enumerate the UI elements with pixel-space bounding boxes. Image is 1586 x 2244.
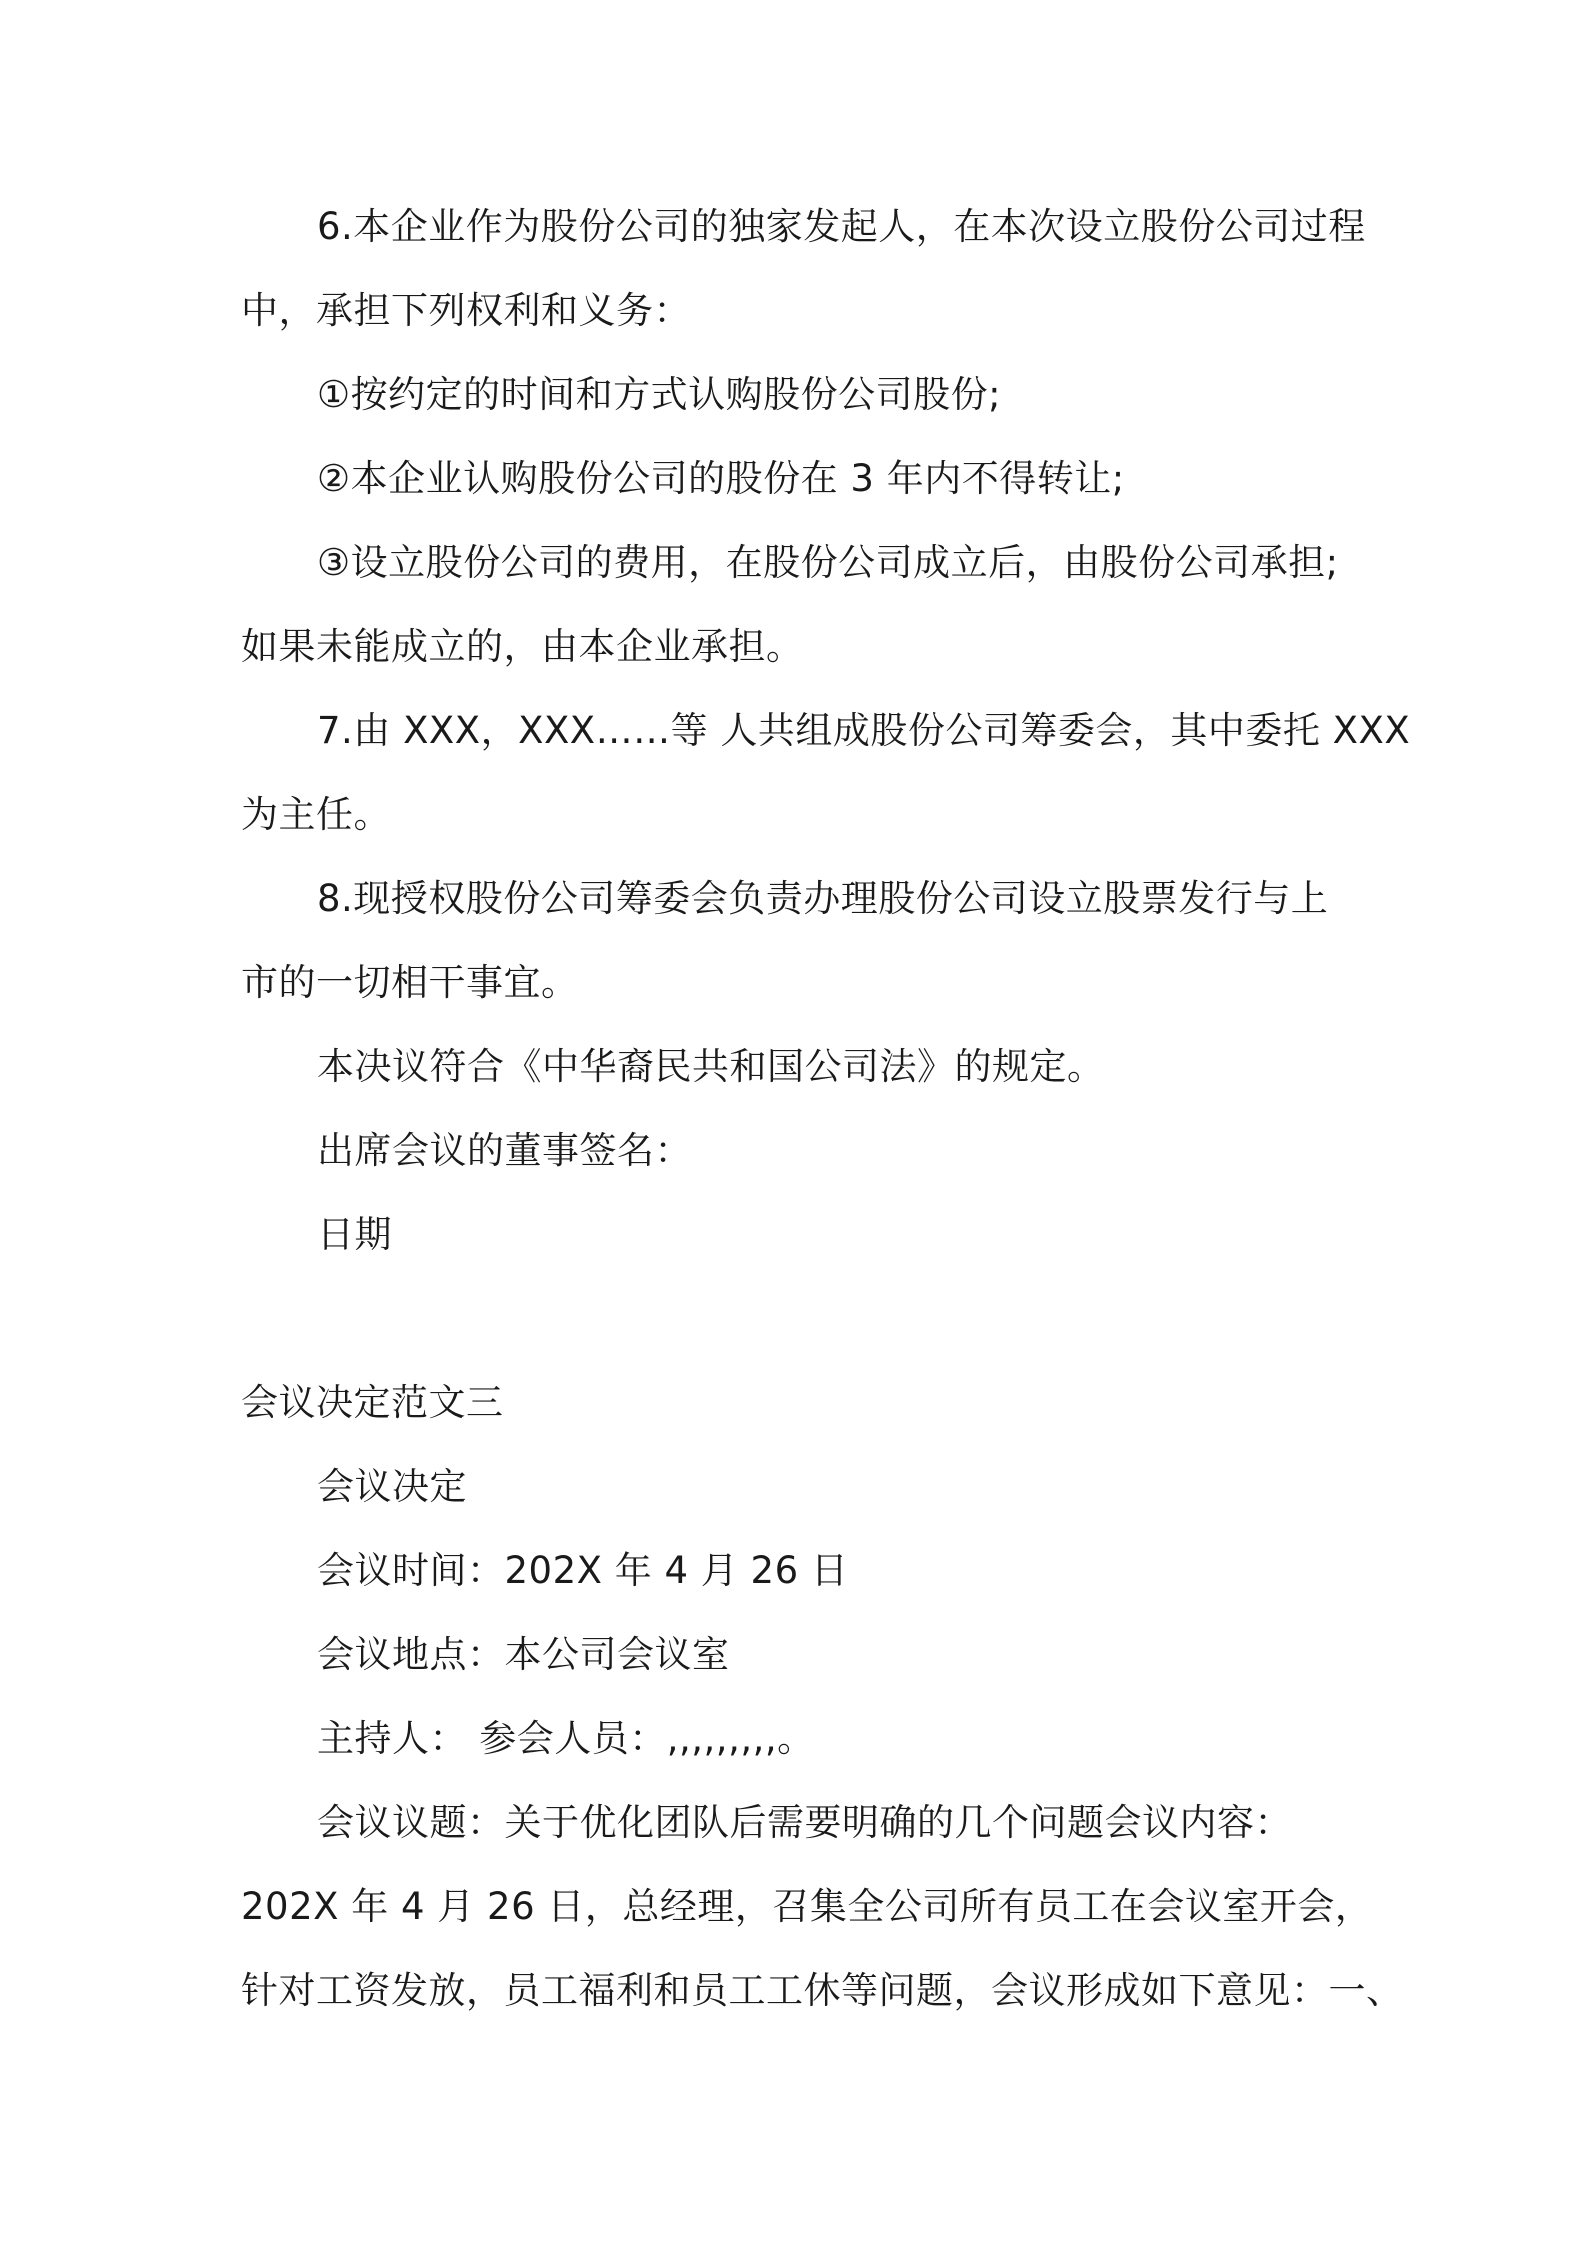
signature-label: 出席会议的董事签名：	[317, 1129, 692, 1172]
meeting-topic-line-1: 会议议题：关于优化团队后需要明确的几个问题会议内容：	[317, 1801, 1292, 1844]
paragraph-7-line-2: 为主任。	[241, 793, 391, 836]
section-title: 会议决定范文三	[241, 1381, 504, 1424]
list-item-1: ①按约定的时间和方式认购股份公司股份;	[317, 373, 1002, 416]
meeting-topic-line-3: 针对工资发放，员工福利和员工工休等问题，会议形成如下意见：一、	[241, 1969, 1404, 2012]
compliance-statement: 本决议符合《中华裔民共和国公司法》的规定。	[317, 1045, 1105, 1088]
list-item-3-line-1: ③设立股份公司的费用，在股份公司成立后，由股份公司承担;	[317, 541, 1339, 584]
meeting-place: 会议地点：本公司会议室	[317, 1633, 730, 1676]
date-label: 日期	[317, 1213, 392, 1256]
paragraph-8-line-2: 市的一切相干事宜。	[241, 961, 579, 1004]
meeting-time: 会议时间：202X 年 4 月 26 日	[317, 1549, 849, 1592]
paragraph-6-line-1: 6.本企业作为股份公司的独家发起人，在本次设立股份公司过程	[317, 205, 1366, 248]
list-item-3-line-2: 如果未能成立的，由本企业承担。	[241, 625, 804, 668]
list-item-2: ②本企业认购股份公司的股份在 3 年内不得转让;	[317, 457, 1125, 500]
host-and-attendees: 主持人： 参会人员：,,,,,,,,,。	[317, 1717, 815, 1760]
paragraph-6-line-2: 中，承担下列权利和义务：	[241, 289, 691, 332]
paragraph-8-line-1: 8.现授权股份公司筹委会负责办理股份公司设立股票发行与上	[317, 877, 1329, 920]
meeting-topic-line-2: 202X 年 4 月 26 日，总经理，召集全公司所有员工在会议室开会，	[241, 1885, 1373, 1928]
document-title: 会议决定	[317, 1465, 467, 1508]
paragraph-7-line-1: 7.由 XXX，XXX……等 人共组成股份公司筹委会，其中委托 XXX	[317, 709, 1411, 752]
